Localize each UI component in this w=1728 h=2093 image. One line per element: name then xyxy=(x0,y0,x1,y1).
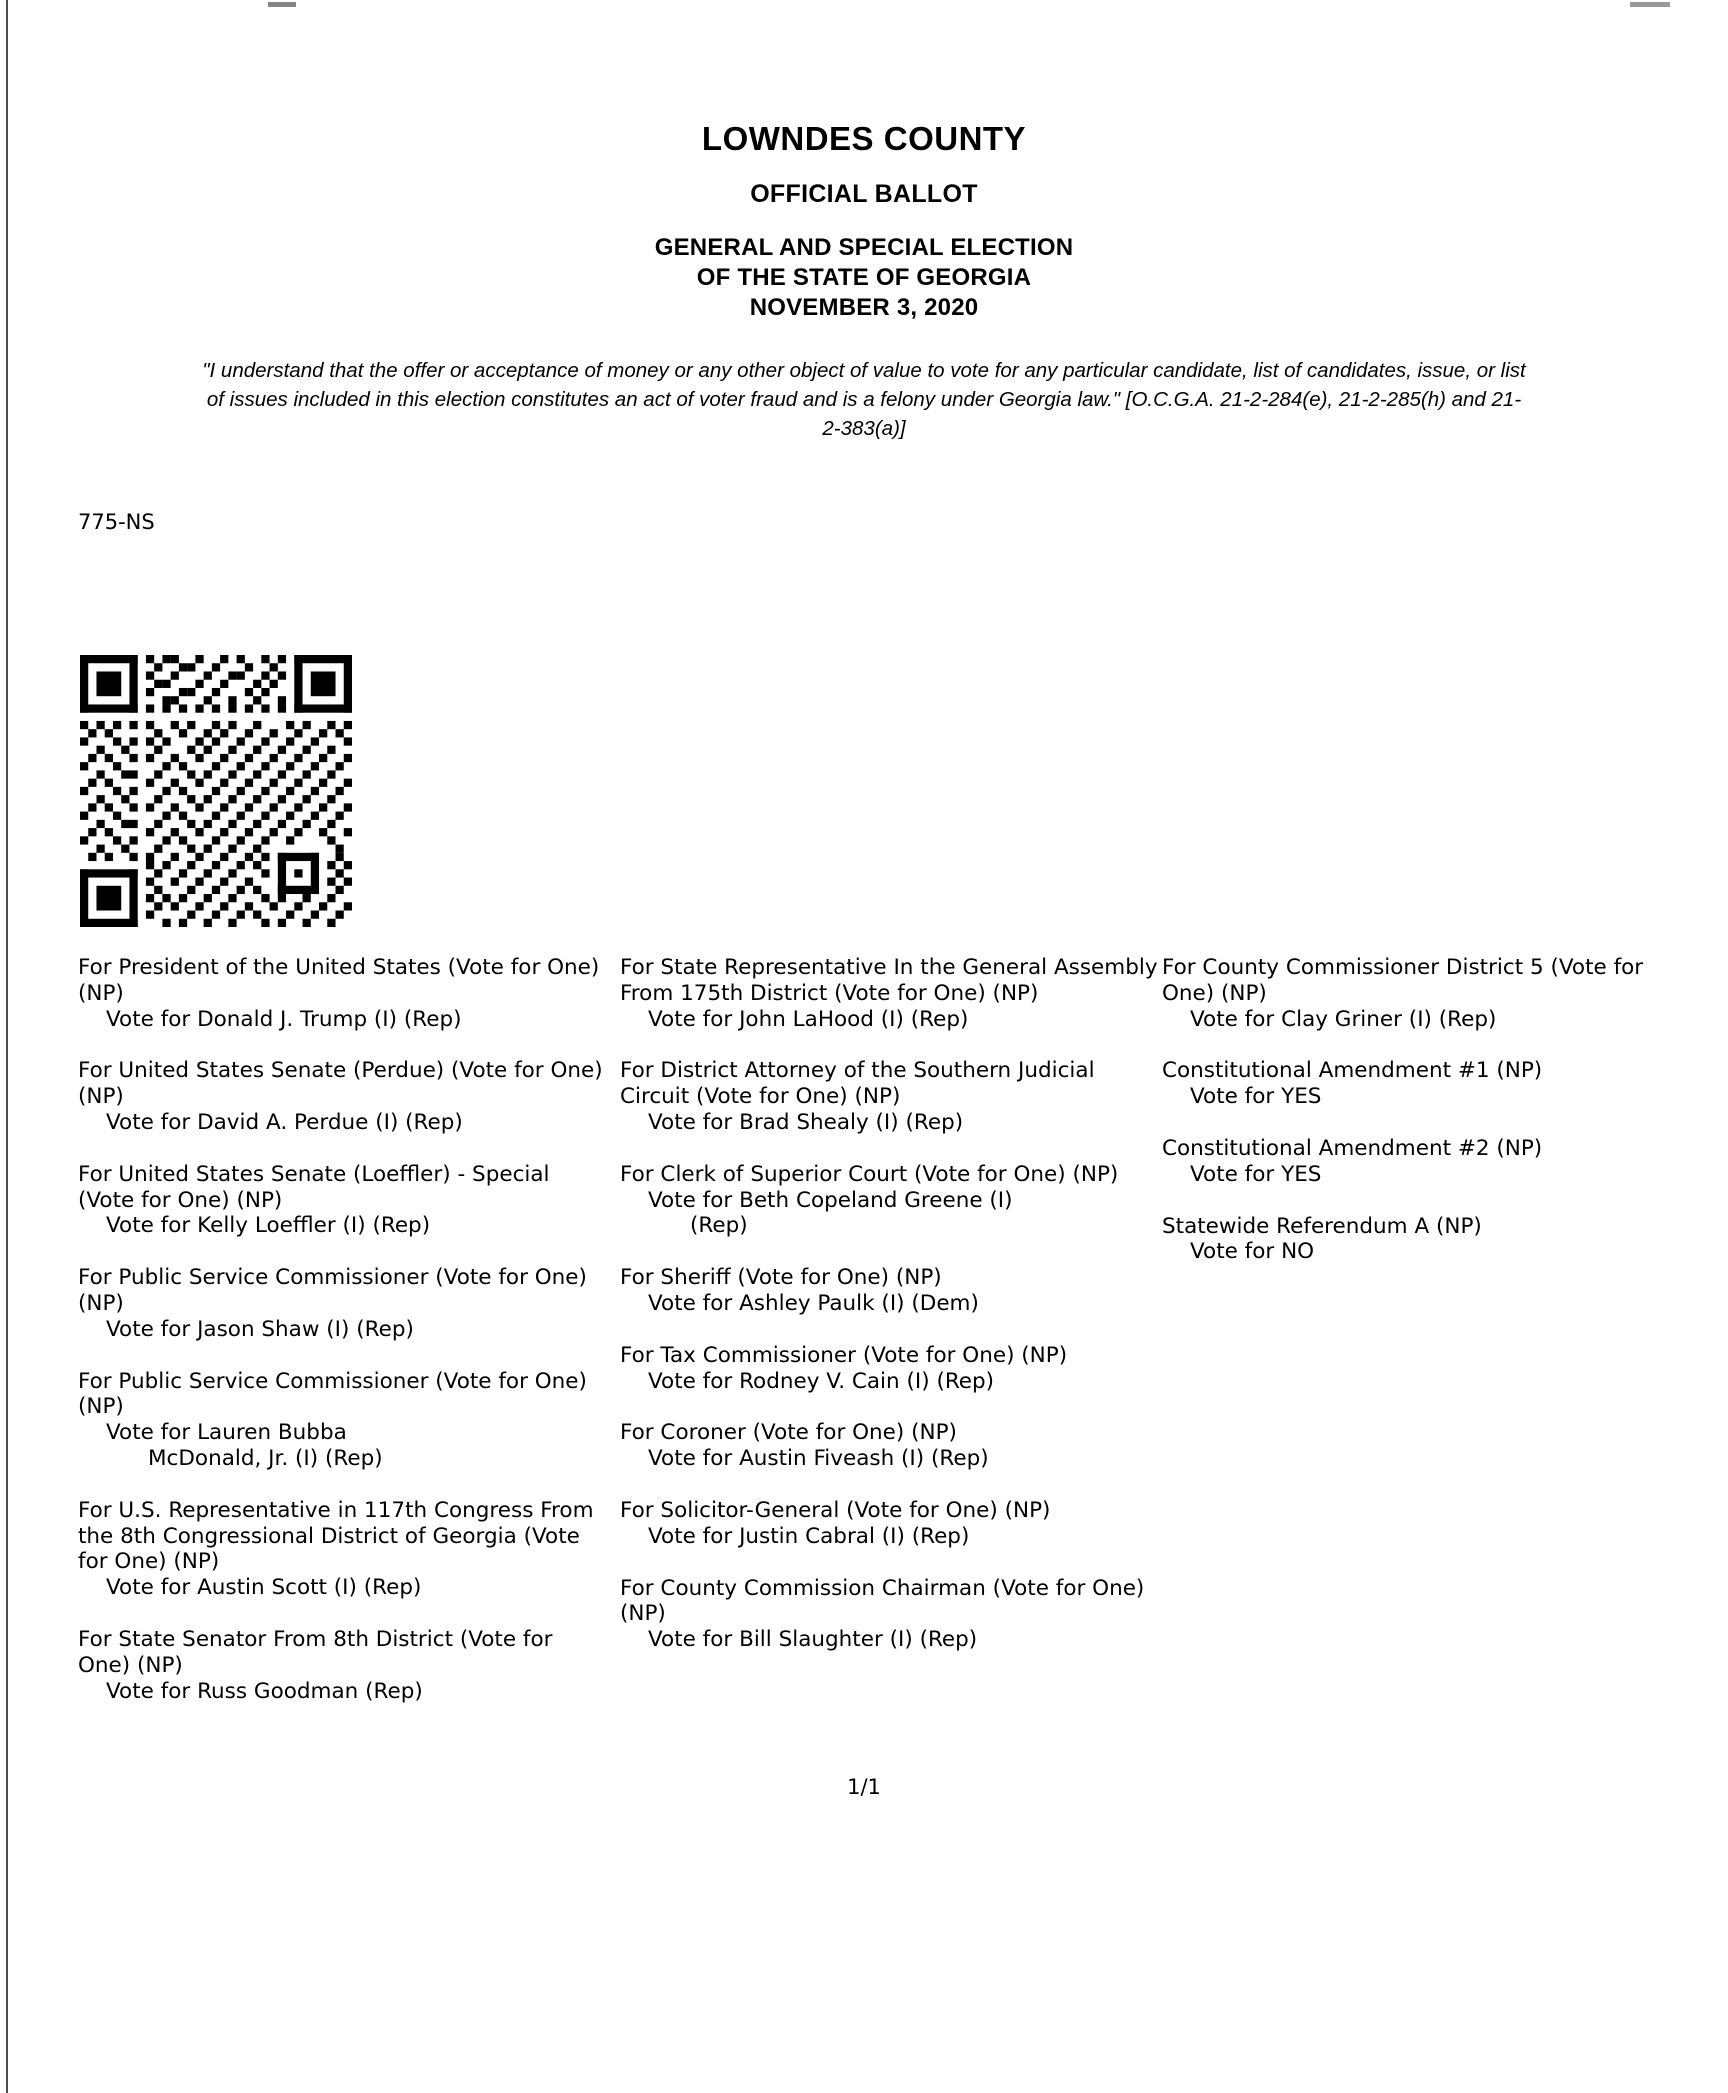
contest-column-1 xyxy=(78,955,608,1730)
contest-choice: Vote for YES xyxy=(1190,1161,1322,1187)
contest-choice: Vote for John LaHood (I) (Rep) xyxy=(648,1006,969,1032)
voter-fraud-oath: "I understand that the offer or acceptance of money or any other object of value to vote for any particular candidate, list of candidates, issue, or list of issues included in this election constitutes an act of voter fraud and is a felony under Georgia law." [O.C.G.A. 21-2-284(e), 21-2-285(h) and 21-2-383(a)] xyxy=(202,358,1526,440)
contest-title: For United States Senate (Loeffler) - Special (Vote for One) (NP) xyxy=(78,1161,550,1213)
contest-choice: Vote for Clay Griner (I) (Rep) xyxy=(1190,1006,1497,1032)
contest-district-attorney xyxy=(620,1058,1160,1135)
contest-title: For United States Senate (Perdue) (Vote for One) (NP) xyxy=(78,1058,603,1110)
page-number: 1/1 xyxy=(847,1775,881,1799)
ballot-style-code: 775-NS xyxy=(78,510,155,534)
contest-solicitor-general xyxy=(620,1498,1160,1550)
election-title-line-2: OF THE STATE OF GEORGIA xyxy=(696,264,1032,292)
contest-title: For U.S. Representative in 117th Congress From the 8th Congressional District of Georgia (Vote for One) (NP) xyxy=(78,1497,594,1575)
contest-us-representative xyxy=(78,1498,608,1601)
contest-title: For Sheriff (Vote for One) (NP) xyxy=(620,1265,942,1291)
election-title xyxy=(0,233,1728,324)
contest-president xyxy=(78,955,608,1032)
contest-choice-continued: McDonald, Jr. (I) (Rep) xyxy=(148,1445,383,1471)
contest-title: For Clerk of Superior Court (Vote for One) (NP) xyxy=(620,1161,1119,1187)
contest-constitutional-amendment-1 xyxy=(1162,1058,1682,1110)
contest-title: For President of the United States (Vote for One) (NP) xyxy=(78,955,600,1006)
contest-choice: Vote for Brad Shealy (I) (Rep) xyxy=(648,1109,964,1135)
contest-choice: Vote for Beth Copeland Greene (I) xyxy=(648,1187,1013,1213)
contest-us-senate-loeffler xyxy=(78,1162,608,1239)
contest-title: For Tax Commissioner (Vote for One) (NP) xyxy=(620,1342,1068,1368)
contest-choice: Vote for Ashley Paulk (I) (Dem) xyxy=(648,1290,979,1316)
contest-title: For State Senator From 8th District (Vote for One) (NP) xyxy=(78,1626,553,1678)
contest-clerk-superior-court xyxy=(620,1162,1160,1239)
contest-psc-shaw xyxy=(78,1265,608,1342)
contest-choice: Vote for Jason Shaw (I) (Rep) xyxy=(106,1316,414,1342)
contest-state-representative xyxy=(620,955,1160,1032)
contest-title: For District Attorney of the Southern Judicial Circuit (Vote for One) (NP) xyxy=(620,1058,1095,1110)
contest-choice: Vote for Rodney V. Cain (I) (Rep) xyxy=(648,1368,995,1394)
contest-us-senate-perdue xyxy=(78,1058,608,1135)
contest-state-senator xyxy=(78,1627,608,1704)
contest-constitutional-amendment-2 xyxy=(1162,1136,1682,1188)
contest-title: For Public Service Commissioner (Vote for One) (NP) xyxy=(78,1265,587,1316)
qr-code-icon xyxy=(80,655,352,927)
contest-title: For State Representative In the General Assembly From 175th District (Vote for One) (NP) xyxy=(620,955,1158,1006)
contest-column-3 xyxy=(1162,955,1682,1291)
ballot-header xyxy=(0,120,1728,324)
contest-title: For Public Service Commissioner (Vote for One) (NP) xyxy=(78,1368,587,1420)
contest-choice: Vote for Russ Goodman (Rep) xyxy=(106,1678,423,1704)
contest-title: Statewide Referendum A (NP) xyxy=(1162,1213,1482,1239)
contest-title: For County Commissioner District 5 (Vote for One) (NP) xyxy=(1162,955,1644,1006)
contest-choice: Vote for Donald J. Trump (I) (Rep) xyxy=(106,1006,462,1032)
contest-column-2 xyxy=(620,955,1160,1679)
contest-choice-continued: (Rep) xyxy=(690,1213,748,1239)
contest-title: Constitutional Amendment #2 (NP) xyxy=(1162,1135,1543,1161)
contest-choice: Vote for Lauren Bubba xyxy=(106,1420,347,1446)
contest-choice: Vote for YES xyxy=(1190,1084,1322,1110)
qr-code xyxy=(80,655,352,927)
contest-choice: Vote for Kelly Loeffler (I) (Rep) xyxy=(106,1213,431,1239)
contest-coroner xyxy=(620,1420,1160,1472)
contest-choice: Vote for Bill Slaughter (I) (Rep) xyxy=(648,1627,978,1653)
contest-statewide-referendum-a xyxy=(1162,1214,1682,1266)
contest-county-commission-chairman xyxy=(620,1576,1160,1653)
election-title-line-1: GENERAL AND SPECIAL ELECTION xyxy=(654,234,1074,261)
county-title: LOWNDES COUNTY xyxy=(701,120,1027,157)
contest-title: For County Commission Chairman (Vote for One) (NP) xyxy=(620,1575,1145,1627)
contest-choice: Vote for Austin Fiveash (I) (Rep) xyxy=(648,1446,989,1472)
contest-county-commissioner-d5 xyxy=(1162,955,1682,1032)
contest-psc-mcdonald xyxy=(78,1369,608,1472)
contest-choice: Vote for Justin Cabral (I) (Rep) xyxy=(648,1523,970,1549)
contest-choice: Vote for Austin Scott (I) (Rep) xyxy=(106,1575,422,1601)
contest-title: Constitutional Amendment #1 (NP) xyxy=(1162,1058,1543,1084)
contest-title: For Coroner (Vote for One) (NP) xyxy=(620,1420,957,1446)
contest-choice: Vote for David A. Perdue (I) (Rep) xyxy=(106,1109,463,1135)
contest-choice: Vote for NO xyxy=(1190,1239,1315,1265)
contest-title: For Solicitor-General (Vote for One) (NP) xyxy=(620,1497,1051,1523)
contest-sheriff xyxy=(620,1265,1160,1317)
official-ballot-label: OFFICIAL BALLOT xyxy=(750,180,978,208)
contest-tax-commissioner xyxy=(620,1343,1160,1395)
election-date: NOVEMBER 3, 2020 xyxy=(749,294,979,322)
